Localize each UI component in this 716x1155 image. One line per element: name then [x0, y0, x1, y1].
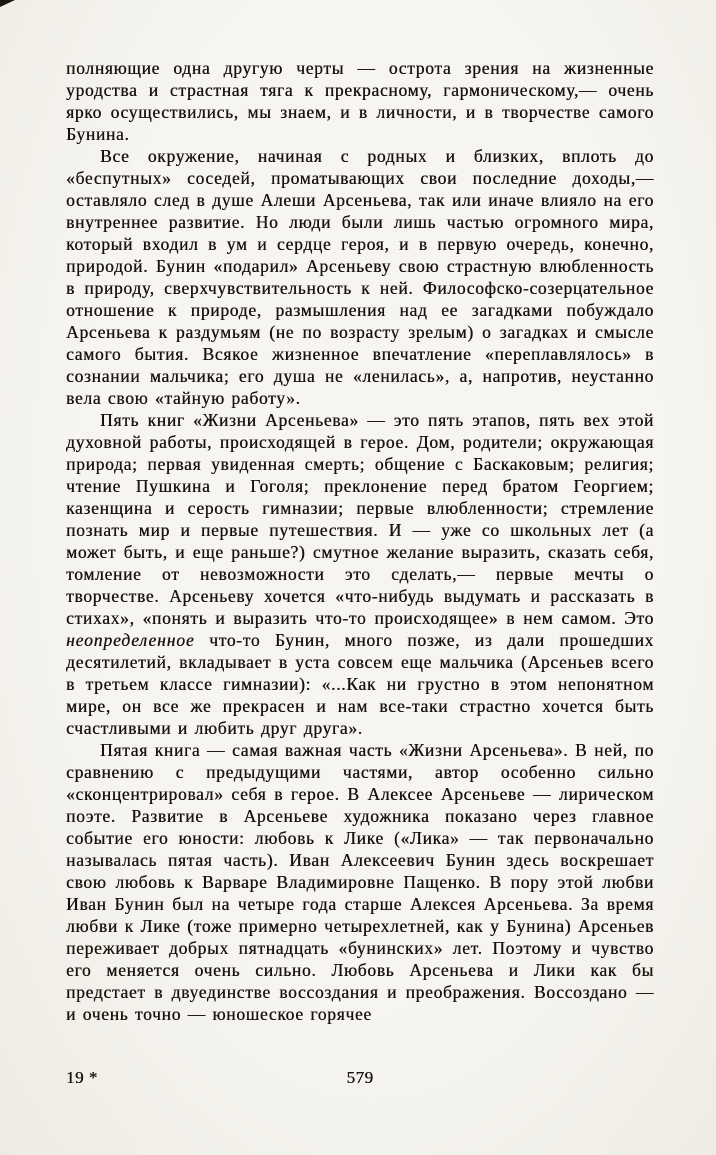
paragraph-text: Пять книг «Жизни Арсеньева» — это пять этапов, пять вех этой духовной работы, происходящей в герое. Дом, родители; окружающая природа; первая увиденная смерть; общение с Баскаковым; религия; чтение Пушкина и Гоголя; преклонение перед братом Георгием; казенщина и серость гимназии; первые влюбленности; стремление познать мир и первые путешествия. И — уже со школьных лет (а может быть, и еще раньше?) смутное желание выразить, сказать себя, томление от невозможности это сделать,— первые мечты о творчестве. Арсеньеву хочется «что-нибудь выдумать и рассказать в стихах», «понять и выразить что-то происходящее» в нем самом. Это [66, 410, 654, 628]
paragraph-text: что-то Бунин, много позже, из дали прошедших десятилетий, вкладывает в уста совсем еще мальчика (Арсеньев всего в третьем классе гимназии): «...Как ни грустно в этом непонятном мире, он все же прекрасен и нам все-таки страстно хочется быть счастливыми и любить друг друга». [66, 630, 654, 738]
paragraph: Пятая книга — самая важная часть «Жизни Арсеньева». В ней, по сравнению с предыдущими частями, автор особенно сильно «сконцентрировал» себя в герое. В Алексее Арсеньеве — лирическом поэте. Развитие в Арсеньеве художника показано через главное событие его юности: любовь к Лике («Лика» — так первоначально называлась пятая часть). Иван Алексеевич Бунин здесь воскрешает свою любовь к Варваре Владимировне Пащенко. В пору этой любви Иван Бунин был на четыре года старше Алексея Арсеньева. За время любви к Лике (тоже примерно четырехлетней, как у Бунина) Арсеньев переживает добрых пятнадцать «бунинских» лет. Поэтому и чувство его меняется очень сильно. Любовь Арсеньева и Лики как бы предстает в двуединстве воссоздания и преображения. Воссоздано — и очень точно — юношеское горячее [66, 740, 654, 1024]
paragraph [66, 409, 654, 739]
page-footer [66, 1068, 654, 1090]
emphasized-word: неопределенное [66, 630, 195, 650]
text-block [66, 57, 654, 1025]
printer-signature-mark: 19 * [66, 1068, 98, 1087]
paragraph: Все окружение, начиная с родных и близких, вплоть до «беспутных» соседей, проматывающих свои последние доходы,— оставляло след в душе Алеши Арсеньева, так или иначе влияло на его внутреннее развитие. Но люди были лишь частью огромного мира, который входил в ум и сердце героя, и в первую очередь, конечно, природой. Бунин «подарил» Арсеньеву свою страстную влюбленность в природу, сверхчувствительность к ней. Философско-созерцательное отношение к природе, размышления над ее загадками побуждало Арсеньева к раздумьям (не по возрасту зрелым) о загадках и смысле самого бытия. Всякое жизненное впечатление «переплавлялось» в сознании мальчика; его душа не «ленилась», а, напротив, неустанно вела свою «тайную работу». [66, 146, 654, 408]
paragraph: полняющие одна другую черты — острота зрения на жизненные уродства и страстная тяга к прекрасному, гармоническому,— очень ярко осуществились, мы знаем, и в личности, и в творчестве самого Бунина. [66, 58, 654, 144]
page-number: 579 [346, 1068, 374, 1087]
scan-artifact [0, 0, 15, 7]
